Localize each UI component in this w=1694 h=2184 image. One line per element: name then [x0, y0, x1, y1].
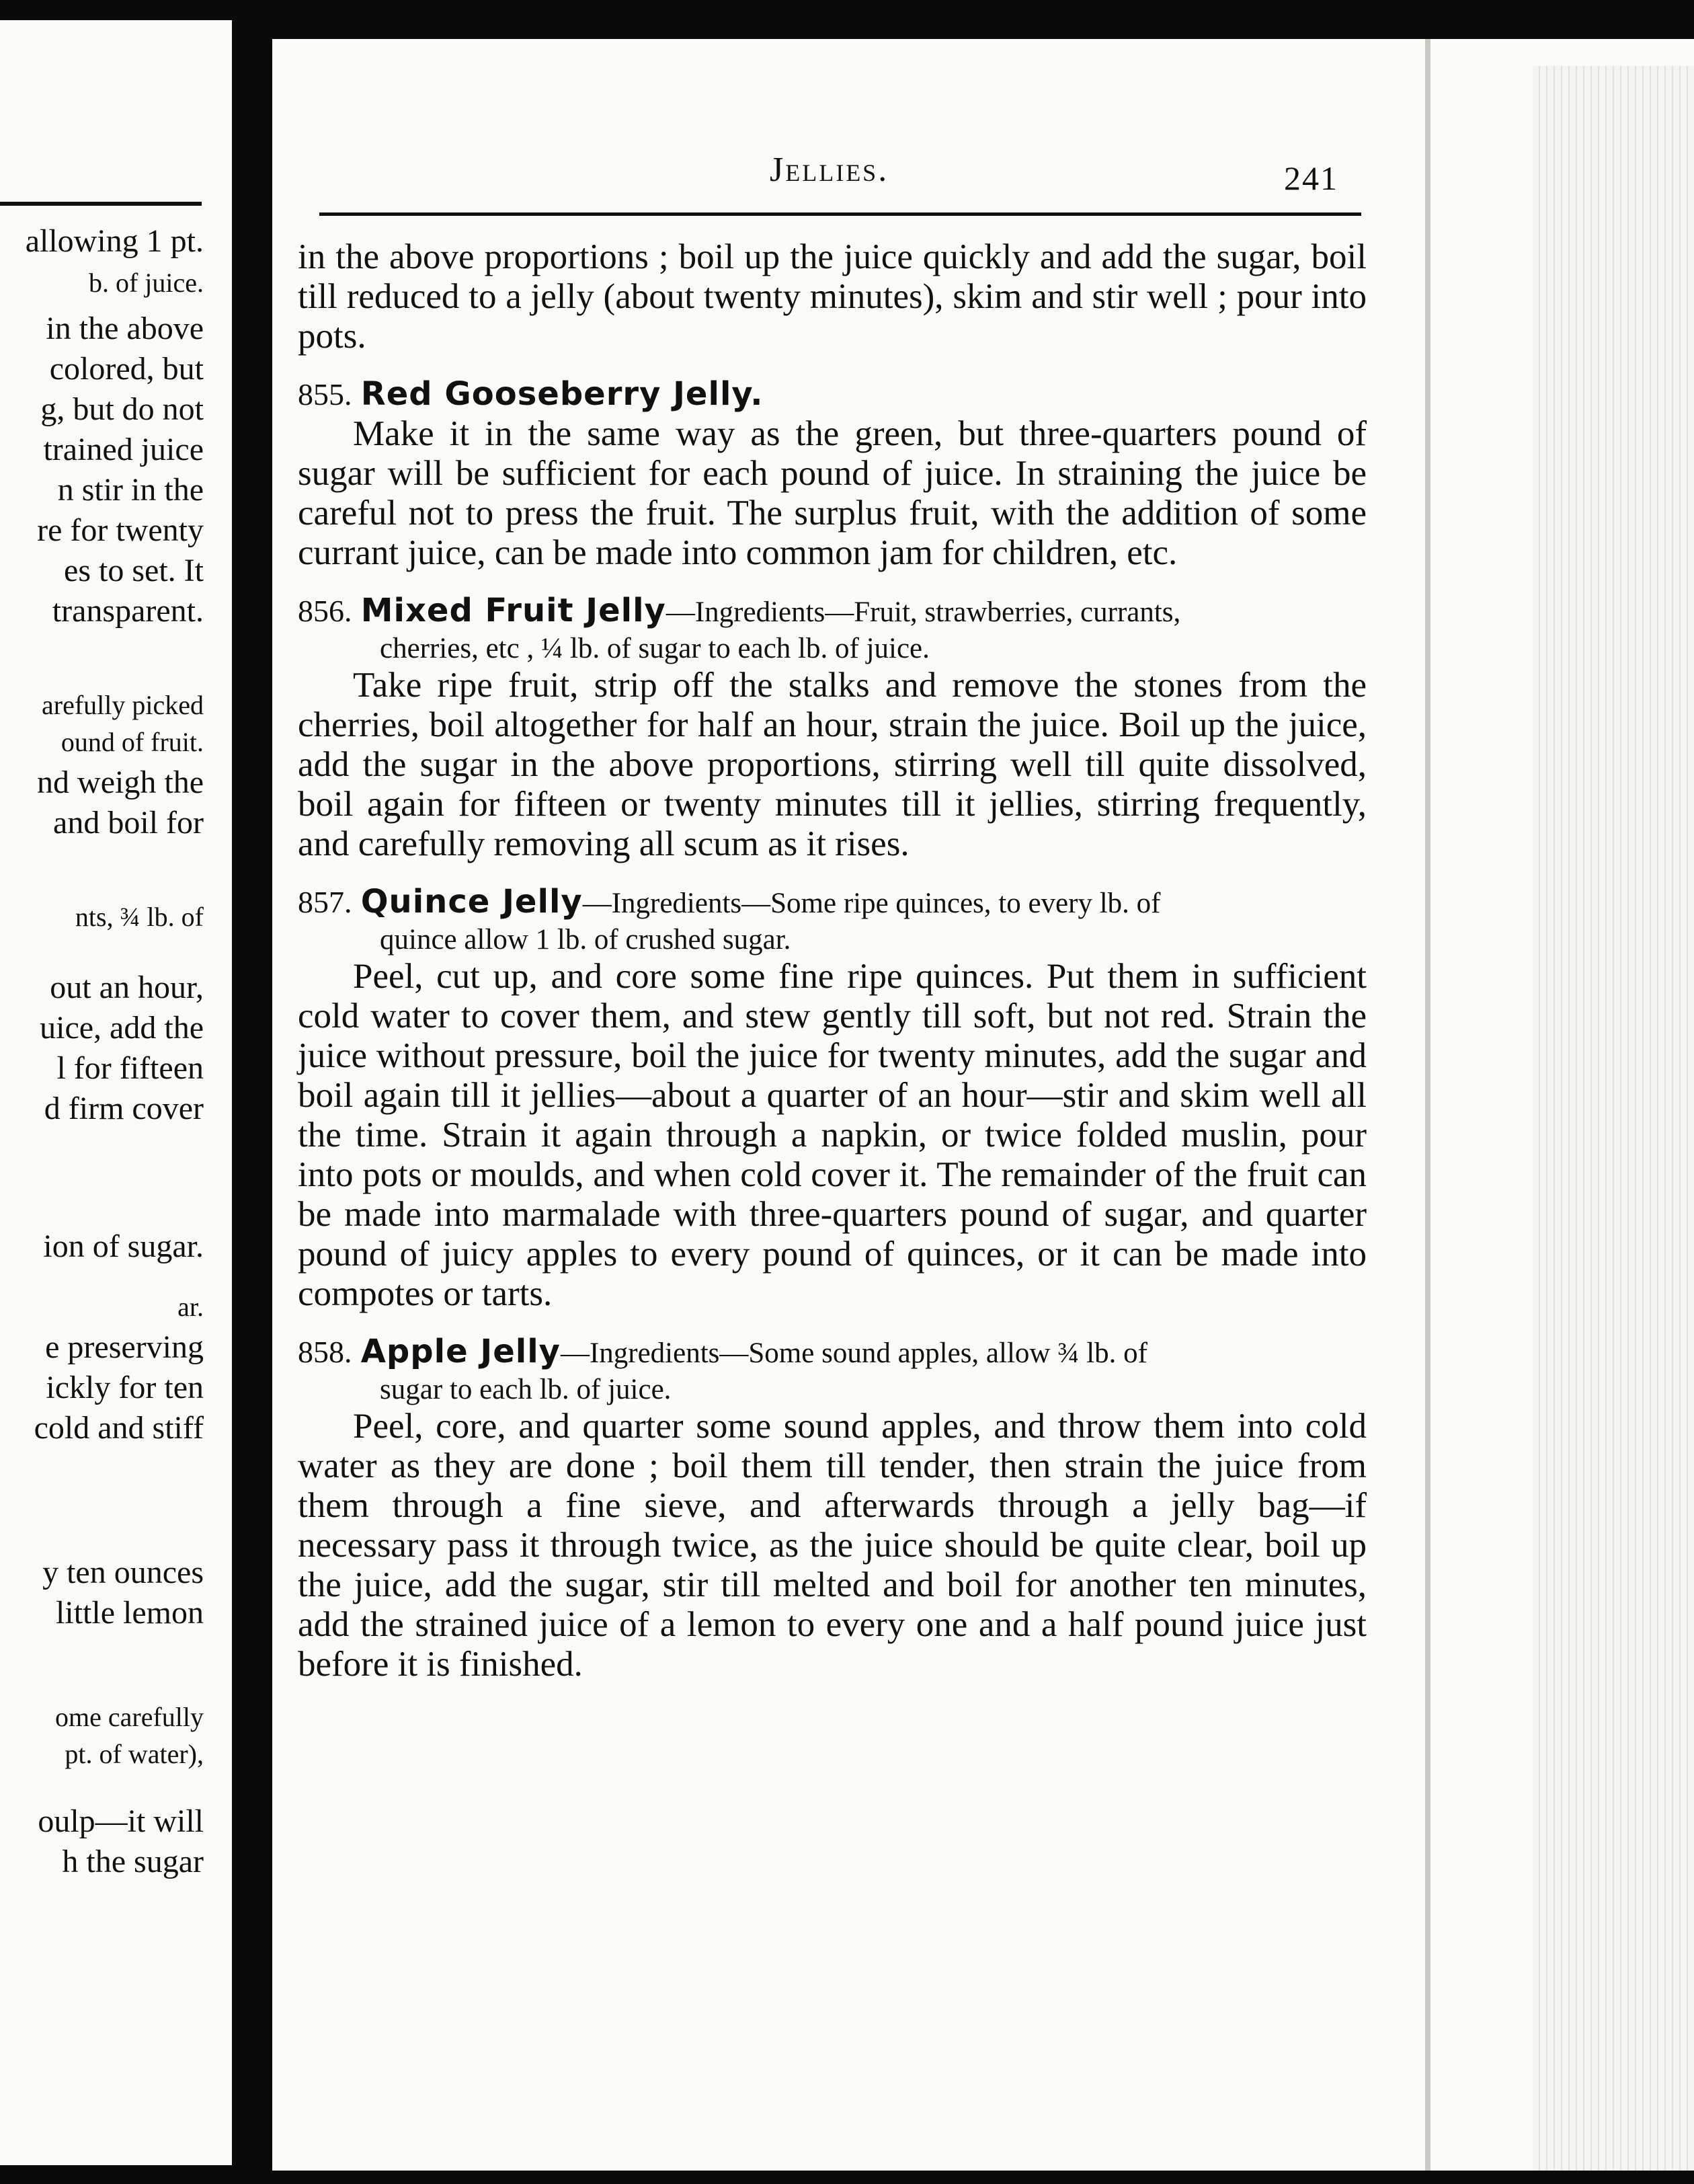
left-line: ion of sugar.: [43, 1228, 204, 1264]
left-facing-page: [0, 20, 232, 2165]
left-line: ickly for ten: [46, 1370, 204, 1405]
left-line: in the above: [46, 311, 204, 346]
running-head: Jellies.: [770, 151, 889, 189]
recipe-855-body: Make it in the same way as the green, but three-quarters pound of sugar will be sufficient for each pound of juice. In straining the juice be careful not to press the fruit. The surplus fruit, with the addition of some currant juice, can be made into common jam for children, etc.: [298, 414, 1367, 572]
recipe-title: Apple Jelly: [360, 1333, 561, 1370]
left-line: cold and stiff: [34, 1410, 204, 1446]
page-number: 241: [1284, 159, 1338, 197]
recipe-855-heading: [298, 374, 1367, 414]
left-line: nd weigh the: [37, 765, 204, 800]
left-line: little lemon: [56, 1595, 204, 1631]
page-content: [298, 237, 1367, 1684]
left-line: arefully picked: [42, 690, 204, 720]
recipe-ingredients-cont: quince allow 1 lb. of crushed sugar.: [380, 924, 791, 956]
left-line: d firm cover: [44, 1091, 204, 1126]
recipe-ingredients-cont: sugar to each lb. of juice.: [380, 1374, 672, 1405]
recipe-858-heading: [298, 1331, 1367, 1373]
recipe-title: Mixed Fruit Jelly: [360, 592, 666, 629]
recipe-title: Quince Jelly: [360, 883, 583, 921]
recipe-856-heading: [298, 590, 1367, 632]
left-line: ound of fruit.: [61, 727, 204, 757]
intro-paragraph: in the above proportions ; boil up the juice quickly and add the sugar, boil till reduced to a jelly (about twenty minutes), skim and stir well ; pour into pots.: [298, 237, 1367, 356]
recipe-number: 856.: [298, 594, 352, 628]
page-edges: [1533, 66, 1694, 2171]
left-line: pt. of water),: [65, 1739, 204, 1769]
recipe-title: Red Gooseberry Jelly.: [360, 375, 764, 413]
left-line: re for twenty: [37, 512, 204, 548]
header-rule: [319, 212, 1361, 216]
left-line: oulp—it will: [38, 1803, 204, 1839]
recipe-857-heading: [298, 882, 1367, 923]
recipe-number: 857.: [298, 885, 352, 919]
right-page: [272, 39, 1694, 2171]
left-line: l for fifteen: [56, 1050, 204, 1086]
left-line: nts, ¾ lb. of: [75, 902, 204, 932]
left-page-rule: [0, 202, 202, 206]
recipe-857-body: Peel, cut up, and core some fine ripe quinces. Put them in sufficient cold water to cover them, and stew gently till soft, but not red. Strain the juice without pressure, boil the juice for twenty minutes, add the sugar and boil again till it jellies—about a quarter of an hour—stir and skim well all the time. Strain it again through a napkin, or twice folded muslin, pour into pots or moulds, and when cold cover it. The remainder of the fruit can be made into marmalade with three-quarters pound of sugar, and quarter pound of juicy apples to every pound of quinces, or it can be made into compotes or tarts.: [298, 957, 1367, 1313]
left-line: colored, but: [49, 351, 204, 387]
left-line: out an hour,: [50, 970, 204, 1005]
page-edge-shadow: [1425, 39, 1430, 2171]
book-gutter: [232, 20, 272, 2172]
left-line: uice, add the: [40, 1010, 204, 1046]
left-line: e preserving: [45, 1329, 204, 1365]
recipe-number: 855.: [298, 377, 352, 412]
left-line: y ten ounces: [42, 1555, 204, 1590]
left-line: n stir in the: [57, 472, 204, 508]
recipe-ingredients: —Ingredients—Some ripe quinces, to every lb. of: [582, 888, 1161, 919]
recipe-ingredients: —Ingredients—Fruit, strawberries, currants,: [666, 596, 1181, 628]
recipe-858-body: Peel, core, and quarter some sound apples, and throw them into cold water as they are done ; boil them till tender, then strain the juice from them through a fine sieve, and afterwards through a jelly bag—if necessary pass it through twice, as the juice should be quite clear, boil up the juice, add the sugar, stir till melted and boil for another ten minutes, add the strained juice of a lemon to every one and a half pound juice just before it is finished.: [298, 1407, 1367, 1684]
left-line: and boil for: [53, 805, 204, 841]
left-line: g, but do not: [40, 391, 204, 427]
left-line: ome carefully: [55, 1702, 204, 1732]
left-line: transparent.: [52, 593, 204, 629]
left-line: es to set. It: [64, 553, 204, 588]
recipe-ingredients: —Ingredients—Some sound apples, allow ¾ lb. of: [560, 1337, 1147, 1369]
left-line: allowing 1 pt.: [25, 223, 204, 259]
left-line: b. of juice.: [88, 268, 204, 298]
recipe-ingredients-cont: cherries, etc , ¼ lb. of sugar to each lb. of juice.: [380, 633, 930, 664]
left-line: h the sugar: [62, 1844, 204, 1879]
left-line: ar.: [177, 1292, 204, 1322]
recipe-number: 858.: [298, 1335, 352, 1369]
left-line: trained juice: [43, 432, 204, 467]
recipe-856-body: Take ripe fruit, strip off the stalks and remove the stones from the cherries, boil altogether for half an hour, strain the juice. Boil up the juice, add the sugar in the above proportions, stirring well till quite dissolved, boil again for fifteen or twenty minutes till it jellies, stirring frequently, and carefully removing all scum as it rises.: [298, 666, 1367, 863]
